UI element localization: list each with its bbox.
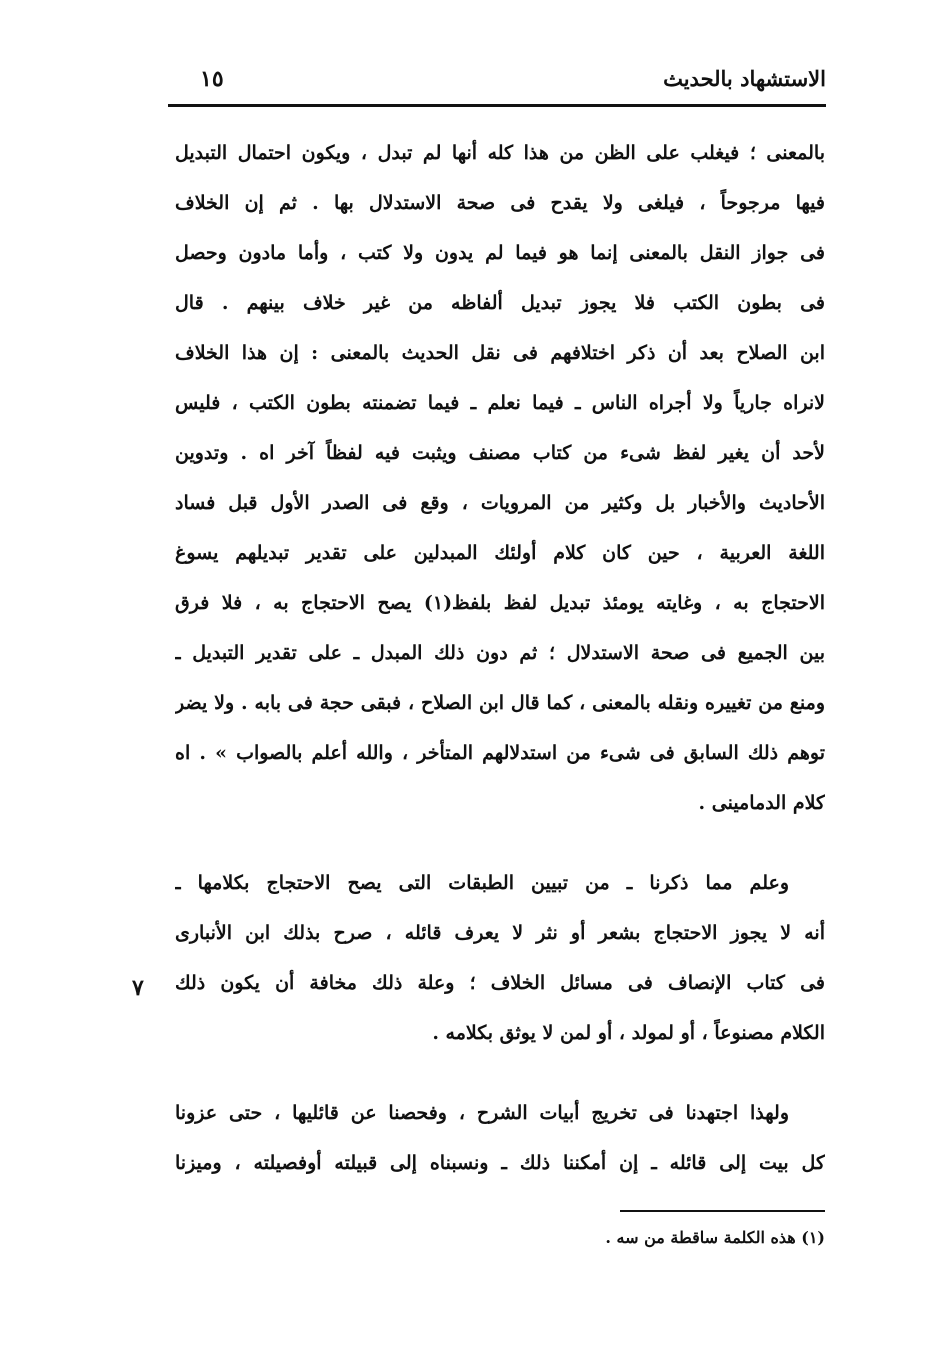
text-line: الاحتجاج به ، وغايته يومئذ تبديل لفظ بلفظ(١) يصح الاحتجاج به ، فلا فرق <box>175 592 825 614</box>
paragraph-gap <box>175 828 825 858</box>
text-line: لانراه جارياً ولا أجراه الناس ـ فيما نعلم ـ فيما تضمنته بطون الكتب ، فليس <box>175 392 825 414</box>
text-line: فى كتاب الإنصاف فى مسائل الخلاف ؛ وعلة ذلك مخافة أن يكون ذلك <box>175 972 825 994</box>
text-line: فيها مرجوحاً ، فيلغى ولا يقدح فى صحة الاستدلال بها . ثم إن الخلاف <box>175 192 825 214</box>
text-line: فى بطون الكتب فلا يجوز تبديل ألفاظه من غير خلاف بينهم . قال <box>175 292 825 314</box>
text-line: لأحد أن يغير لفظ شىء من كتاب مصنف ويثبت فيه لفظاً آخر اه . وتدوين <box>175 442 825 464</box>
paragraph <box>175 858 825 1058</box>
text-line: الأحاديث والأخبار بل وكثير من المرويات ، وقع فى الصدر الأول قبل فساد <box>175 492 825 514</box>
text-line: الكلام مصنوعاً ، أو لمولد ، أو لمن لا يوثق بكلامه . <box>432 1022 825 1044</box>
running-title: الاستشهاد بالحديث <box>663 66 826 91</box>
text-line: بين الجميع فى صحة الاستدلال ؛ ثم دون ذلك المبدل ـ على تقدير التبديل ـ <box>175 642 825 664</box>
text-line: بالمعنى ؛ فيغلب على الظن من هذا كله أنها لم تبدل ، ويكون احتمال التبديل <box>175 142 825 164</box>
text-line: ابن الصلاح بعد أن ذكر اختلافهم فى نقل الحديث بالمعنى : إن هذا الخلاف <box>175 342 825 364</box>
paragraph-gap <box>175 1058 825 1088</box>
text-line: كل بيت إلى قائله ـ إن أمكننا ذلك ـ ونسبناه إلى قبيلته أوفصيلته ، وميزنا <box>175 1152 825 1174</box>
text-line: ولهذا اجتهدنا فى تخريج أبيات الشرح ، وفحصنا عن قائليها ، حتى عزونا <box>175 1102 789 1124</box>
footnote-rule <box>620 1210 825 1212</box>
text-line: كلام الدمامينى . <box>698 792 825 814</box>
text-line: فى جواز النقل بالمعنى إنما هو فيما لم يدون ولا كتب ، وأما مادون وحصل <box>175 242 825 264</box>
body-text <box>175 128 825 1188</box>
text-line: وعلم مما ذكرنا ـ من تبيين الطبقات التى يصح الاحتجاج بكلامها ـ <box>175 872 789 894</box>
page-number: ١٥ <box>200 66 224 92</box>
text-line: أنه لا يجوز الاحتجاج بشعر أو نثر لا يعرف قائله ، صرح بذلك ابن الأنبارى <box>175 922 825 944</box>
text-line: ومنع من تغييره ونقله بالمعنى ، كما قال ابن الصلاح ، فبقى حجة فى بابه . ولا يضر <box>175 692 825 714</box>
text-line: توهم ذلك السابق فى شىء من استدلالهم المتأخر ، والله أعلم بالصواب » . اه <box>175 742 825 764</box>
paragraph <box>175 128 825 828</box>
paragraph <box>175 1088 825 1188</box>
text-line: اللغة العربية ، حين كان كلام أولئك المبدلين على تقدير تبديلهم يسوغ <box>175 542 825 564</box>
margin-number: ٧ <box>132 975 144 1001</box>
header-rule <box>168 104 826 107</box>
running-head <box>168 66 826 102</box>
footnote: (١) هذه الكلمة ساقطة من سه . <box>605 1228 825 1247</box>
